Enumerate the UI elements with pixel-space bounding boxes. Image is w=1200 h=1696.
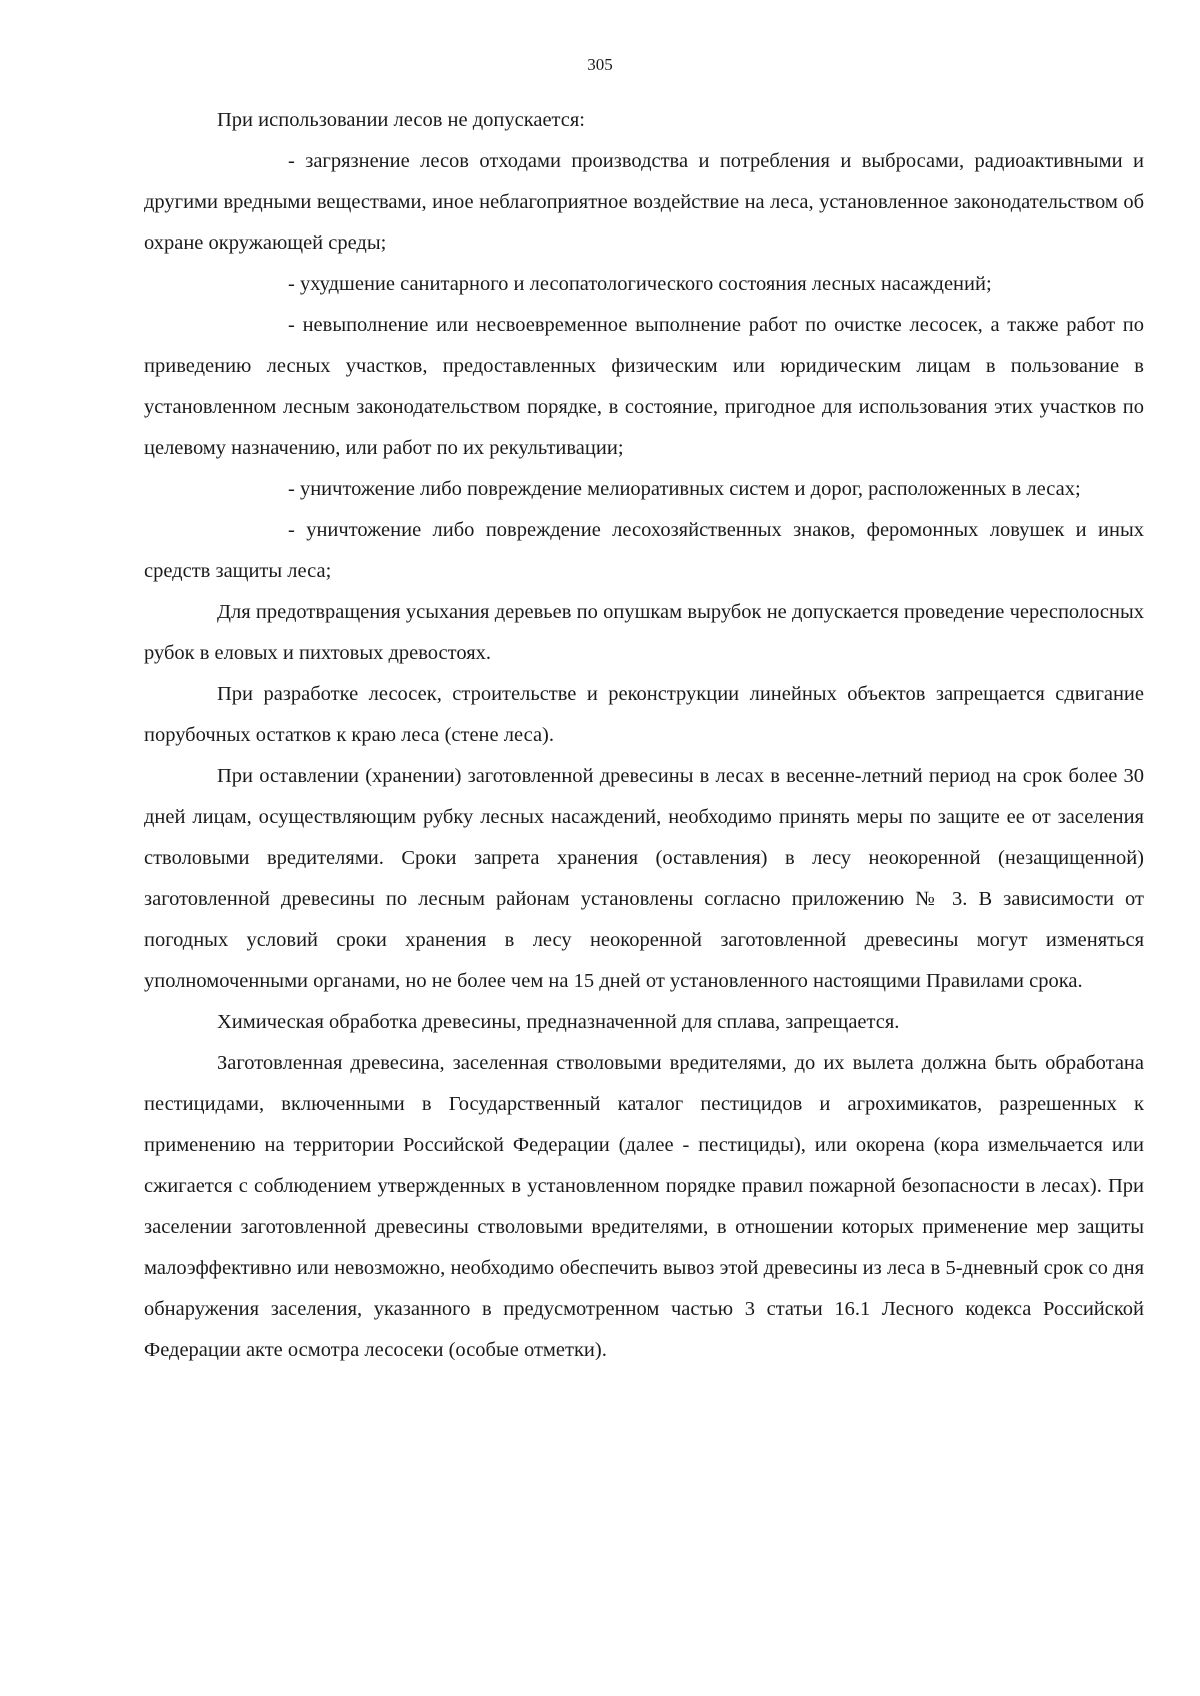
paragraph-chemical-treatment: Химическая обработка древесины, предназначенной для сплава, запрещается. bbox=[217, 1011, 900, 1033]
page-number: 305 bbox=[587, 55, 613, 74]
list-item-roads-damage: - уничтожение либо повреждение мелиоративных систем и дорог, расположенных в лесах; bbox=[288, 478, 1081, 500]
paragraph-pest-infested-timber: Заготовленная древесина, заселенная стволовыми вредителями, до их вылета должна быть обработана пестицидами, включенными в Государственный каталог пестицидов и агрохимикатов, разрешенных к применению на территории Российской Федерации (далее - пестициды), или окорена (кора измельчается или сжигается с соблюдением утвержденных в установленном порядке правил пожарной безопасности в лесах). При заселении заготовленной древесины стволовыми вредителями, в отношении которых применение мер защиты малоэффективно или невозможно, необходимо обеспечить вывоз этой древесины из леса в 5-дневный срок со дня обнаружения заселения, указанного в предусмотренном частью 3 статьи 16.1 Лесного кодекса Российской Федерации акте осмотра лесосеки (особые отметки). bbox=[144, 1052, 1144, 1361]
intro-paragraph: При использовании лесов не допускается: bbox=[217, 109, 585, 131]
paragraph-debris-shifting: При разработке лесосек, строительстве и реконструкции линейных объектов запрещается сдвигание порубочных остатков к краю леса (стене леса). bbox=[144, 683, 1144, 746]
paragraph-strip-felling: Для предотвращения усыхания деревьев по опушкам вырубок не допускается проведение чересполосных рубок в еловых и пихтовых древостоях. bbox=[144, 601, 1144, 664]
document-body bbox=[144, 100, 1144, 1371]
paragraph-timber-storage: При оставлении (хранении) заготовленной древесины в лесах в весенне-летний период на срок более 30 дней лицам, осуществляющим рубку лесных насаждений, необходимо принять меры по защите ее от заселения стволовыми вредителями. Сроки запрета хранения (оставления) в лесу неокоренной (незащищенной) заготовленной древесины по лесным районам установлены согласно приложению № 3. В зависимости от погодных условий сроки хранения в лесу неокоренной заготовленной древесины могут изменяться уполномоченными органами, но не более чем на 15 дней от установленного настоящими Правилами срока. bbox=[144, 765, 1144, 992]
list-item-signs-damage: - уничтожение либо повреждение лесохозяйственных знаков, феромонных ловушек и иных средств защиты леса; bbox=[144, 519, 1144, 582]
list-item-cleanup-failure: - невыполнение или несвоевременное выполнение работ по очистке лесосек, а также работ по приведению лесных участков, предоставленных физическим или юридическим лицам в пользование в установленном лесным законодательством порядке, в состояние, пригодное для использования этих участков по целевому назначению, или работ по их рекультивации; bbox=[144, 314, 1144, 459]
list-item-pollution: - загрязнение лесов отходами производства и потребления и выбросами, радиоактивными и другими вредными веществами, иное неблагоприятное воздействие на леса, установленное законодательством об охране окружающей среды; bbox=[144, 150, 1144, 254]
list-item-sanitary-deterioration: - ухудшение санитарного и лесопатологического состояния лесных насаждений; bbox=[288, 273, 992, 295]
